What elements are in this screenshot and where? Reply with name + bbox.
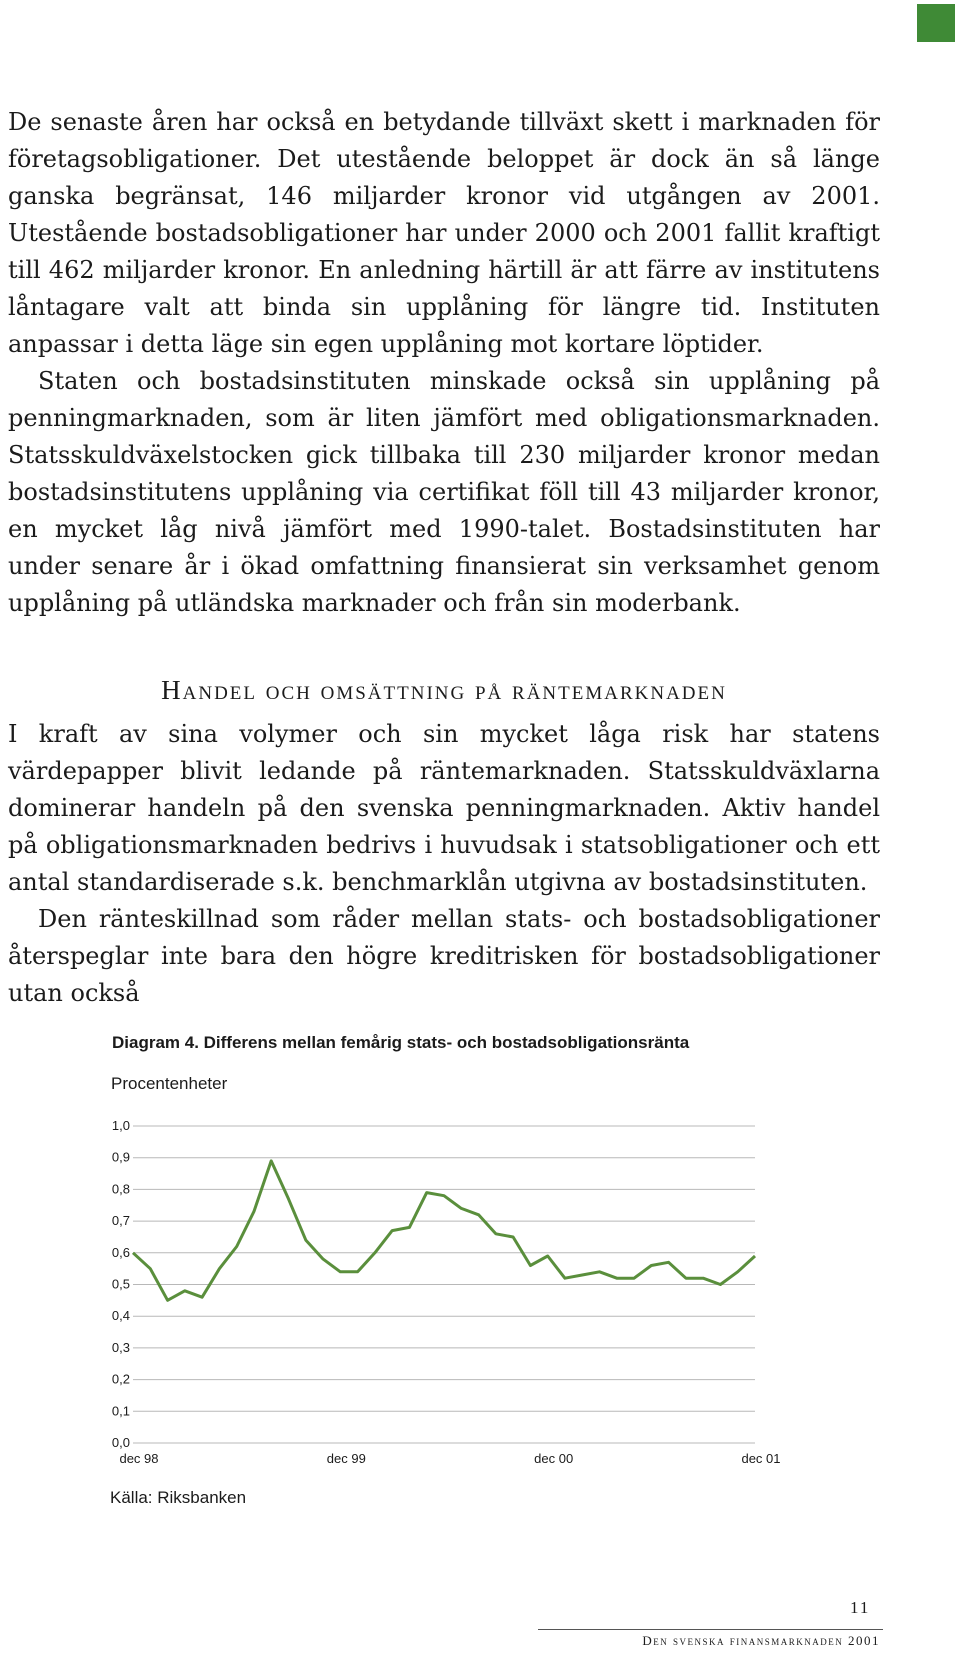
chart-y-ticks bbox=[112, 1118, 130, 1450]
chart-source: Källa: Riksbanken bbox=[110, 1488, 247, 1507]
footer-publication: Den svenska finansmarknaden 2001 bbox=[642, 1633, 880, 1648]
x-tick-label: dec 01 bbox=[741, 1451, 781, 1466]
y-tick-label: 0,7 bbox=[111, 1213, 130, 1229]
y-tick-label: 0,0 bbox=[111, 1435, 130, 1450]
chart-gridlines bbox=[133, 1126, 755, 1443]
footer-divider bbox=[538, 1629, 883, 1630]
chart-title: Diagram 4. Differens mellan femårig stats- och bostadsobligationsränta bbox=[112, 1033, 690, 1052]
y-tick-label: 0,4 bbox=[111, 1308, 130, 1324]
y-tick-label: 0,3 bbox=[111, 1339, 130, 1355]
x-tick-label: dec 00 bbox=[534, 1451, 574, 1466]
paragraph-2: Staten och bostadsinstituten minskade också sin upplåning på penningmarknaden, som är liten jämfört med obligationsmarknaden. Statsskuldväxelstocken gick tillbaka till 230 miljarder kronor medan bostadsinstitutens upplåning via certifikat föll till 43 miljarder kronor, en mycket låg nivå jämfört med 1990-talet. Bostadsinstituten har under senare år i ökad omfattning finansierat sin verksamhet genom upplåning på utländska marknader och från sin moderbank. bbox=[8, 367, 880, 617]
y-tick-label: 0,9 bbox=[111, 1149, 130, 1165]
y-tick-label: 0,1 bbox=[111, 1403, 130, 1419]
chart-ylabel: Procentenheter bbox=[111, 1074, 228, 1093]
y-tick-label: 0,2 bbox=[111, 1371, 130, 1387]
paragraph-3: I kraft av sina volymer och sin mycket låga risk har statens värdepapper blivit ledande på räntemarknaden. Statsskuldväxlarna dominerar handeln på den svenska penningmarknaden. Aktiv handel på obligationsmarknaden bedrivs i huvudsak i statsobligationer och ett antal standardiserade s.k. benchmarklån utgivna av bostadsinstituten. bbox=[8, 720, 880, 896]
y-tick-label: 0,5 bbox=[111, 1276, 130, 1292]
section-heading: Handel och omsättning på räntemarknaden bbox=[161, 675, 727, 705]
chart-x-ticks bbox=[119, 1451, 780, 1466]
page-number: 11 bbox=[850, 1598, 871, 1617]
paragraph-1: De senaste åren har också en betydande tillväxt skett i marknaden för företagsobligationer. Det utestående beloppet är dock än så länge ganska begränsat, 146 miljarder kronor vid utgången av 2001. Utestående bostadsobligationer har under 2000 och 2001 fallit kraftigt till 462 miljarder kronor. En anledning härtill är att färre av institutens låntagare valt att binda sin upplåning för längre tid. Instituten anpassar i detta läge sin egen upplåning mot kortare löptider. bbox=[8, 108, 880, 358]
series-line bbox=[133, 1161, 755, 1300]
paragraph-4: Den ränteskillnad som råder mellan stats- och bostadsobligationer återspeglar inte bara den högre kreditrisken för bostadsobligationer utan också bbox=[8, 905, 880, 1007]
y-tick-label: 1,0 bbox=[111, 1118, 130, 1133]
x-tick-label: dec 99 bbox=[326, 1451, 366, 1466]
x-tick-label: dec 98 bbox=[119, 1451, 159, 1466]
y-tick-label: 0,6 bbox=[111, 1244, 130, 1260]
y-tick-label: 0,8 bbox=[111, 1181, 130, 1197]
chart-series bbox=[133, 1161, 755, 1300]
